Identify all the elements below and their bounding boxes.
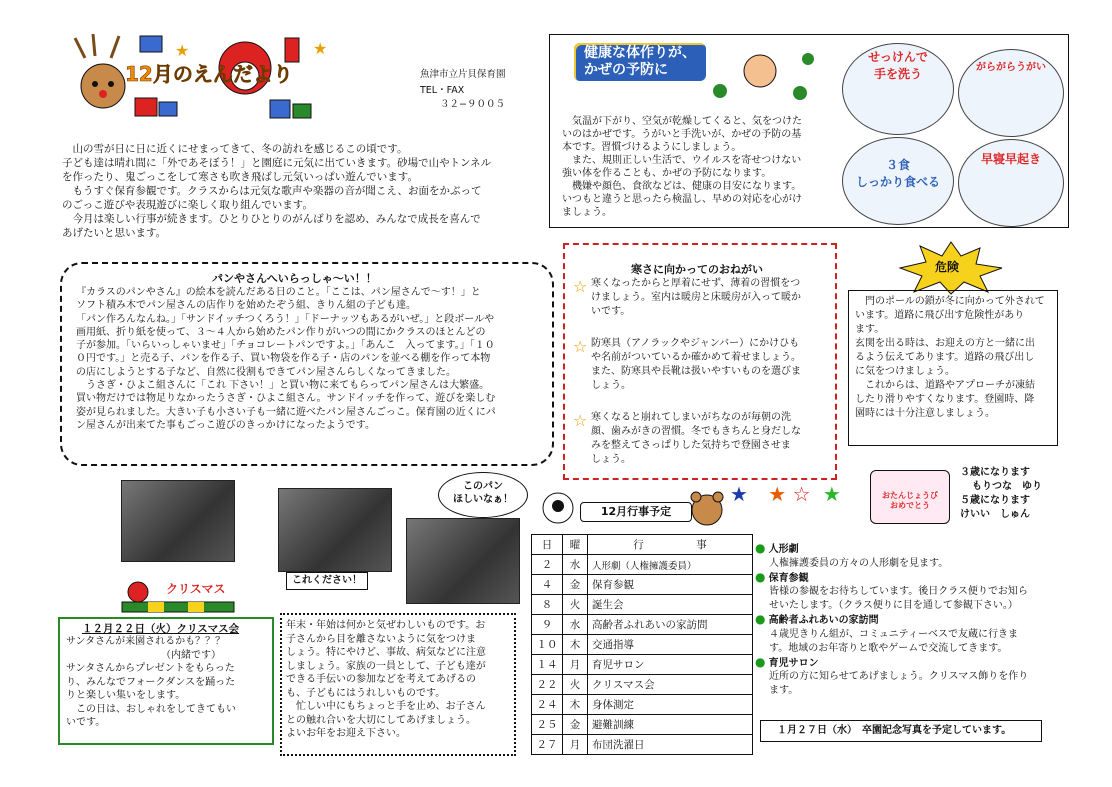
note-item — [755, 542, 1055, 571]
star-icon: ☆ — [792, 482, 811, 506]
day-cell: １０ — [532, 635, 563, 655]
day-cell: ２２ — [532, 675, 563, 695]
star-icon: ★ — [768, 482, 787, 506]
note-text: 人権擁護委員の方々の人形劇を見ます。 — [769, 557, 949, 569]
note-title: 保育参観 — [768, 572, 809, 584]
day-cell: ２４ — [532, 695, 563, 715]
winter-heading: 寒さに向かってのおねがい — [631, 263, 763, 276]
table-row — [532, 595, 753, 615]
christmas-box — [58, 617, 274, 745]
star-icon: ☆ — [573, 277, 588, 296]
birthday-line-1: ３歳になります — [960, 467, 1030, 478]
weekday-cell: 金 — [563, 715, 588, 735]
gargle-circle — [958, 49, 1064, 137]
winter-item-2-text: 防寒具（アノラックやジャンバー）にかけひも や名前がついているか確かめて着せましょう。 また、防寒具や長靴は扱いやすいものを選びま しょう。 — [591, 338, 801, 391]
event-cell: 高齢者ふれあいの家訪問 — [588, 615, 753, 635]
photo-3 — [406, 518, 520, 604]
table-row — [532, 695, 753, 715]
birthday-card — [870, 470, 950, 524]
footer-note — [760, 720, 1042, 742]
table-row — [532, 735, 753, 755]
star-icon: ★ — [822, 482, 841, 506]
event-cell: 交通指導 — [588, 635, 753, 655]
winter-item-1 — [573, 277, 833, 317]
weekday-cell: 木 — [563, 635, 588, 655]
photo-caption-text: これください！ — [292, 575, 362, 586]
star-icon: ☆ — [573, 411, 588, 430]
header-weekday: 曜 — [563, 535, 588, 555]
bakery-box — [60, 262, 554, 466]
weekday-cell: 木 — [563, 695, 588, 715]
day-cell: １４ — [532, 655, 563, 675]
birthday-line-4: けいい しゅん — [960, 509, 1030, 520]
day-cell: ８ — [532, 595, 563, 615]
handwash-label: せっけんで 手を洗う — [868, 50, 928, 81]
birthday-names — [960, 466, 1042, 522]
note-title: 育児サロン — [768, 657, 819, 669]
meals-label: ３食 しっかり食べる — [855, 158, 940, 189]
star-icon: ★ — [730, 482, 748, 506]
health-box — [549, 34, 1069, 228]
day-cell: ９ — [532, 615, 563, 635]
table-row — [532, 675, 753, 695]
photo-caption — [286, 572, 368, 590]
newsletter-title: 12月のえんだより — [125, 62, 293, 86]
table-row — [532, 555, 753, 575]
event-cell: 育児サロン — [588, 655, 753, 675]
footer-note-text: １月２７日（水） 卒園記念写真を予定しています。 — [777, 725, 1012, 736]
table-row — [532, 655, 753, 675]
winter-item-2 — [573, 337, 833, 391]
header-day: 日 — [532, 535, 563, 555]
bullet-icon: ● — [755, 612, 766, 626]
winter-item-3-text: 寒くなると崩れてしまいがちなのが毎朝の洗 顔、歯みがきの習慣。冬でもきちんと身だしな みを整えてさっぱりした気持ちで登園させま しょう。 — [591, 412, 801, 465]
events-table — [531, 534, 753, 755]
weekday-cell: 月 — [563, 735, 588, 755]
speech-bubble — [438, 472, 528, 518]
note-text: ４歳児きりん組が、コミュニティーベスで友蔵に行きま す。地域のお年寄りと歌やゲームで交流してきます。 — [769, 628, 1018, 654]
intro-text: 山の雪が日に日に近くにせまってきて、冬の訪れを感じるこの頃です。 子ども達は晴れ間に「外であそぼう！」と園庭に元気に出ていきます。砂場で山やトンネル を作ったり、鬼ごっこをして寒さも吹き飛ばし元気いっぱい遊んでいます。 もうすぐ保育参観です。クラスからは元気な歌声や楽器の音が聞こえ、お面をかぶって のごっこ遊びや表現遊びに楽しく取り組んでいます。 今月は楽しい行事が続きます。ひとりひとりのがんばりを認め、みんなで成長を喜んで あげたいと思います。 — [62, 143, 492, 239]
event-cell: 人形劇（人権擁護委員） — [588, 555, 753, 575]
danger-badge: 危険 — [935, 260, 960, 274]
note-text: 皆様の参観をお待ちしています。後日クラス便りでお知ら せいたします。（クラス便りに目を通して参観下さい。） — [769, 586, 1028, 611]
table-row — [532, 575, 753, 595]
bullet-icon: ● — [755, 654, 766, 669]
event-cell: クリスマス会 — [588, 675, 753, 695]
bakery-title: パンやさんへいらっしゃ〜い！！ — [212, 272, 377, 285]
weekday-cell: 金 — [563, 575, 588, 595]
event-cell: 誕生会 — [588, 595, 753, 615]
event-cell: 保育参観 — [588, 575, 753, 595]
sleep-circle — [958, 139, 1064, 227]
event-cell: 布団洗濯日 — [588, 735, 753, 755]
note-item — [755, 613, 1055, 656]
sleep-label: 早寝早起き — [980, 152, 1041, 166]
birthday-card-text: おたんじょうび おめでとう — [882, 491, 938, 510]
school-name: 魚津市立片貝保育園 — [420, 69, 506, 80]
weekday-cell: 水 — [563, 555, 588, 575]
health-title-line1: 健康な体作りが、 — [584, 45, 696, 61]
winter-item-3 — [573, 411, 833, 465]
christmas-text: サンタさんが来園されるかも？？？ （内緒です） サンタさんからプレゼントをもらった り、みんなでフォークダンスを踊った りと楽しい集いをします。 この日は、おしゃれをしてきてもい いです。 — [66, 636, 236, 728]
weekday-cell: 月 — [563, 655, 588, 675]
note-title: 人形劇 — [768, 544, 799, 555]
events-header-row — [532, 535, 753, 555]
table-row — [532, 635, 753, 655]
event-cell: 避難訓練 — [588, 715, 753, 735]
event-cell: 身体測定 — [588, 695, 753, 715]
yearend-box — [280, 613, 516, 756]
note-item — [755, 571, 1055, 614]
winter-item-1-text: 寒くなったからと厚着にせず、薄着の習慣をつ けましょう。室内は暖房と床暖房が入って暖か いです。 — [591, 278, 801, 317]
danger-text: 門のポールの鎖が冬に向かって外されて います。道路に飛び出す危険性があり ます。 玄関を出る時は、お迎えの方と一緒に出 るよう伝えてあります。道路の飛び出し に気をつけましょう。 これからは、道路やアプローチが凍結 したり滑りやすくなります。登園時、降 園時には十分注意しましょう。 — [855, 296, 1045, 419]
bullet-icon: ● — [755, 569, 766, 584]
day-cell: ２ — [532, 555, 563, 575]
gargle-label: がらがらうがい — [976, 62, 1046, 73]
christmas-sign-text: クリスマス — [166, 582, 226, 596]
health-title-line2: かぜの予防に — [584, 62, 668, 78]
sheep-icon — [538, 486, 578, 526]
photo-1 — [121, 480, 235, 562]
bear-icon — [686, 488, 728, 530]
telfax-label: TEL・FAX — [420, 85, 465, 96]
winter-box — [563, 243, 837, 480]
stars-decoration — [730, 484, 841, 504]
events-title — [580, 502, 692, 522]
note-text: 近所の方に知らせてあげましょう。クリスマス飾りを作り ます。 — [769, 671, 1029, 696]
day-cell: ２５ — [532, 715, 563, 735]
note-item — [755, 656, 1055, 699]
day-cell: ４ — [532, 575, 563, 595]
weekday-cell: 水 — [563, 615, 588, 635]
bakery-text: 『カラスのパンやさん』の絵本を読んだある日のこと。「ここは、パン屋さんで〜す！」と ソフト積み木でパン屋さんの店作りを始めたぞう組、きりん組の子ども達。 「パン作ろんなんね。」「サンドイッチつくろう！」「ドーナッツもあるがいぜ。」と段ボールや 画用紙、折り紙を使って、３〜４人から始めたパン作りがいつの間にかクラスのほとんどの 子が参加。「いらいっしゃいませ」「チョコレートパンですよ。」「あんこ 入ってます。」「１０ ０円です。」と売る子、パンを作る子、買い物袋を作る子・店のパンを並べる棚を作って本物 の店にしようとする子など、自然に役割もできてパン屋さんらしくなってきました。 うさぎ・ひよこ組さんに「これ 下さい！」と買い物に来てもらってパン屋さんは大繁盛。 買い物だけでは物足りなかったうさぎ・ひよこ組さん。サンドイッチを作って、遊びを楽しむ 姿が見られました。大きい子も小さい子も一緒に遊べたパン屋さんごっこ。保育園の近くにパ ン屋さんが出来てた事もごっこ遊びのきっかけになったようです。 — [76, 287, 496, 431]
birthday-line-3: ５歳になります — [960, 495, 1030, 506]
handwash-circle — [842, 43, 954, 135]
yearend-text: 年末・年始は何かと気ぜわしいものです。お 子さんから目を離さないように気をつけま しょう。特にやけど、事故、病気などに注意 しましょう。家族の一員として、子ども達が できる手伝いの参加などを考えてあげるの も、子どもにはうれしいものです。 忙しい中にもちょっと手を止め、お子さん との触れ合いを大切にしてあげましょう。 よいお年をお迎え下さい。 — [286, 620, 486, 739]
germs-illustration — [700, 41, 820, 111]
events-title-text: 12月行事予定 — [600, 505, 672, 518]
svg-text:★: ★ — [175, 41, 190, 60]
day-cell: ２７ — [532, 735, 563, 755]
christmas-heading: １２月２２日（火）クリスマス会 — [82, 623, 240, 635]
table-row — [532, 715, 753, 735]
event-notes — [755, 542, 1055, 698]
meals-circle — [842, 137, 954, 225]
weekday-cell: 火 — [563, 675, 588, 695]
svg-text:★: ★ — [313, 39, 328, 58]
star-icon: ☆ — [573, 337, 588, 356]
christmas-sign — [118, 580, 238, 614]
birthday-line-2: もりつな ゆり — [972, 481, 1042, 492]
table-row — [532, 615, 753, 635]
bullet-icon: ● — [755, 541, 766, 555]
weekday-cell: 火 — [563, 595, 588, 615]
phone-number: ３２−９００５ — [440, 99, 505, 110]
health-title — [574, 43, 706, 81]
speech-bubble-text: このパン ほしいなぁ！ — [453, 481, 513, 505]
photo-2 — [278, 488, 392, 572]
danger-box — [848, 290, 1058, 446]
note-title: 高齢者ふれあいの家訪問 — [768, 615, 879, 626]
header-event: 行 事 — [588, 535, 753, 555]
health-text: 気温が下がり、空気が乾燥してくると、気をつけた いのはかぜです。うがいと手洗いが、かぜの予防の基 本です。習慣づけるようにしましょう。 また、規則正しい生活で、ウイルスを寄せつけない 強い体を作ることも、かぜの予防になります。 機嫌や顔色、食欲などは、健康の目安になります。 いつもと違うと思ったら検温し、早めの対応を心がけ ましょう。 — [562, 116, 802, 218]
